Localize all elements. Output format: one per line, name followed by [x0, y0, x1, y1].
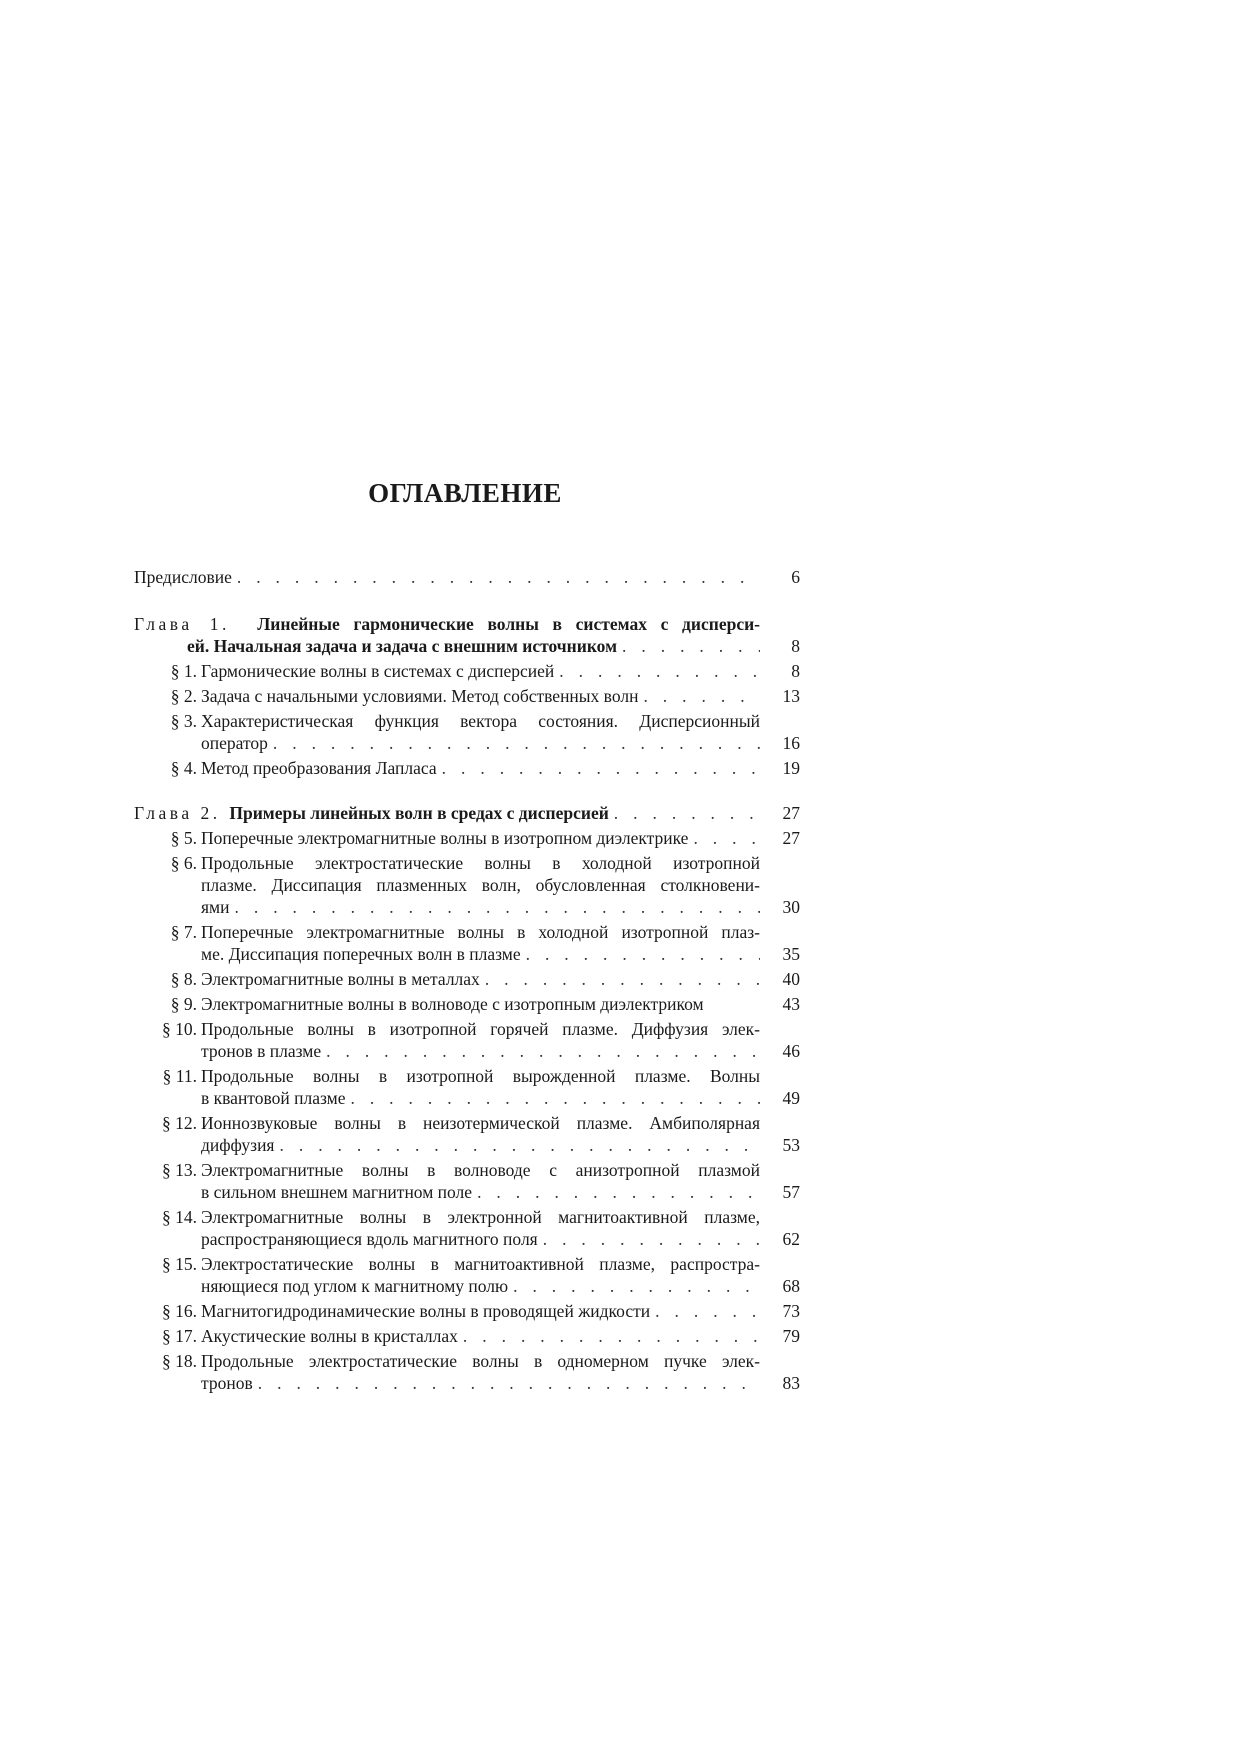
- leader-dots: [521, 943, 760, 965]
- page-number: 79: [782, 1326, 800, 1346]
- section-number: § 9.: [170, 994, 197, 1014]
- section-number: § 6.: [170, 853, 197, 873]
- page-number: 27: [782, 828, 800, 848]
- section-title: Продольные волны в изотропной вырожденной плазме. Волны: [201, 1066, 760, 1086]
- toc-entry-chapter-1[interactable]: [134, 613, 800, 657]
- toc-entry-section-14[interactable]: [151, 1206, 800, 1250]
- toc-entry-preface[interactable]: [134, 566, 800, 588]
- toc-entry-section-16[interactable]: [151, 1300, 800, 1322]
- toc-entry-chapter-2[interactable]: [134, 802, 800, 824]
- section-title: распространяющиеся вдоль магнитного поля: [201, 1229, 538, 1249]
- page-number: 62: [782, 1229, 800, 1249]
- section-number: § 13.: [162, 1160, 197, 1180]
- leader-dots: [458, 1325, 760, 1347]
- section-number: § 11.: [162, 1066, 197, 1086]
- page-number: 27: [782, 803, 800, 823]
- section-number: § 14.: [162, 1207, 197, 1227]
- leader-dots: [650, 1300, 760, 1322]
- toc-entry-section-11[interactable]: [151, 1065, 800, 1109]
- toc-entry-section-17[interactable]: [151, 1325, 800, 1347]
- section-title: Продольные электростатические волны в одномерном пучке элек-: [201, 1351, 760, 1371]
- leader-dots: [345, 1087, 760, 1109]
- section-number: § 1.: [170, 661, 197, 681]
- section-title: Электромагнитные волны в металлах: [201, 969, 480, 989]
- section-title: Ионнозвуковые волны в неизотермической плазме. Амбиполярная: [201, 1113, 760, 1133]
- section-number: § 16.: [162, 1301, 197, 1321]
- section-title: в квантовой плазме: [201, 1088, 346, 1108]
- toc-entry-section-10[interactable]: [151, 1018, 800, 1062]
- page-number: 35: [782, 944, 800, 964]
- section-title: тронов в плазме: [201, 1041, 322, 1061]
- chapter-label: Глава 1.: [134, 614, 230, 634]
- toc-entry-section-13[interactable]: [151, 1159, 800, 1203]
- toc-entry-section-7[interactable]: [151, 921, 800, 965]
- toc-entry-section-3[interactable]: [151, 710, 800, 754]
- page-number: 30: [782, 897, 800, 917]
- page-number: 40: [782, 969, 800, 989]
- section-title: Продольные электростатические волны в холодной изотропной: [201, 853, 760, 873]
- section-title: Электромагнитные волны в волноводе с изотропным диэлектриком: [201, 994, 704, 1014]
- section-number: § 17.: [162, 1326, 197, 1346]
- section-number: § 8.: [170, 969, 197, 989]
- page-number: 43: [782, 994, 800, 1014]
- toc-entry-section-2[interactable]: [151, 685, 800, 707]
- page-number: 16: [782, 733, 800, 753]
- section-title: Поперечные электромагнитные волны в холодной изотропной плаз-: [201, 922, 760, 942]
- toc-entry-section-12[interactable]: [151, 1112, 800, 1156]
- page-number: 46: [782, 1041, 800, 1061]
- entry-title: Предисловие: [134, 567, 232, 587]
- section-number: § 4.: [170, 758, 197, 778]
- leader-dots: [480, 968, 760, 990]
- section-title: в сильном внешнем магнитном поле: [201, 1182, 473, 1202]
- leader-dots: [688, 827, 760, 849]
- chapter-title: Примеры линейных волн в средах с дисперсией: [229, 803, 609, 823]
- leader-dots: [232, 566, 760, 588]
- toc-entry-section-4[interactable]: [151, 757, 800, 779]
- page-number: 68: [782, 1276, 800, 1296]
- leader-dots: [437, 757, 760, 779]
- toc-entry-section-15[interactable]: [151, 1253, 800, 1297]
- section-title: Характеристическая функция вектора состояния. Дисперсионный: [201, 711, 760, 731]
- toc-entry-section-18[interactable]: [151, 1350, 800, 1394]
- section-title: плазме. Диссипация плазменных волн, обусловленная столкновени-: [201, 875, 760, 895]
- section-number: § 15.: [162, 1254, 197, 1274]
- chapter-title: Линейные гармонические волны в системах с дисперси-: [257, 614, 760, 634]
- leader-dots: [554, 660, 760, 682]
- section-title: Продольные волны в изотропной горячей плазме. Диффузия элек-: [201, 1019, 760, 1039]
- leader-dots: [617, 635, 760, 657]
- leader-dots: [268, 732, 760, 754]
- leader-dots: [253, 1372, 760, 1394]
- toc-entry-section-9[interactable]: [151, 993, 800, 1015]
- section-title: Гармонические волны в системах с дисперсией: [201, 661, 555, 681]
- section-title: ме. Диссипация поперечных волн в плазме: [201, 944, 521, 964]
- toc-entry-section-1[interactable]: [151, 660, 800, 682]
- leader-dots: [508, 1275, 760, 1297]
- leader-dots: [275, 1134, 761, 1156]
- section-number: § 5.: [170, 828, 197, 848]
- section-title: Электромагнитные волны в электронной магнитоактивной плазме,: [201, 1207, 760, 1227]
- leader-dots: [472, 1181, 760, 1203]
- section-title: тронов: [201, 1373, 253, 1393]
- section-title: няющиеся под углом к магнитному полю: [201, 1276, 509, 1296]
- section-title: Метод преобразования Лапласа: [201, 758, 437, 778]
- leader-dots: [538, 1228, 760, 1250]
- section-title: Задача с начальными условиями. Метод собственных волн: [201, 686, 639, 706]
- section-title: оператор: [201, 733, 268, 753]
- chapter-title: ей. Начальная задача и задача с внешним источником: [187, 636, 618, 656]
- page-number: 19: [782, 758, 800, 778]
- leader-dots: [230, 896, 761, 918]
- table-of-contents: [134, 566, 800, 1397]
- section-title: Акустические волны в кристаллах: [201, 1326, 458, 1346]
- section-number: § 3.: [170, 711, 197, 731]
- section-title: Поперечные электромагнитные волны в изотропном диэлектрике: [201, 828, 689, 848]
- toc-entry-section-8[interactable]: [151, 968, 800, 990]
- toc-entry-section-6[interactable]: [151, 852, 800, 918]
- section-number: § 18.: [162, 1351, 197, 1371]
- chapter-label: Глава 2.: [134, 803, 221, 823]
- page-number: 83: [782, 1373, 800, 1393]
- page-number: 57: [782, 1182, 800, 1202]
- section-number: § 10.: [162, 1019, 197, 1039]
- page-number: 49: [782, 1088, 800, 1108]
- section-title: Электромагнитные волны в волноводе с анизотропной плазмой: [201, 1160, 760, 1180]
- page-number: 73: [782, 1301, 800, 1321]
- section-title: диффузия: [201, 1135, 275, 1155]
- page-number: 8: [791, 661, 800, 681]
- chapter-title-line: [134, 613, 760, 635]
- section-title: Электростатические волны в магнитоактивной плазме, распростра-: [201, 1254, 760, 1274]
- section-number: § 2.: [170, 686, 197, 706]
- page-number: 53: [782, 1135, 800, 1155]
- section-title: ями: [201, 897, 230, 917]
- section-number: § 7.: [170, 922, 197, 942]
- leader-dots: [609, 802, 760, 824]
- page-number: 6: [791, 567, 800, 587]
- leader-dots: [321, 1040, 760, 1062]
- page-title: ОГЛАВЛЕНИЕ: [368, 478, 562, 508]
- page-number: 13: [782, 686, 800, 706]
- page-number: 8: [791, 636, 800, 656]
- section-title: Магнитогидродинамические волны в проводящей жидкости: [201, 1301, 651, 1321]
- leader-dots: [638, 685, 760, 707]
- section-number: § 12.: [162, 1113, 197, 1133]
- toc-entry-section-5[interactable]: [151, 827, 800, 849]
